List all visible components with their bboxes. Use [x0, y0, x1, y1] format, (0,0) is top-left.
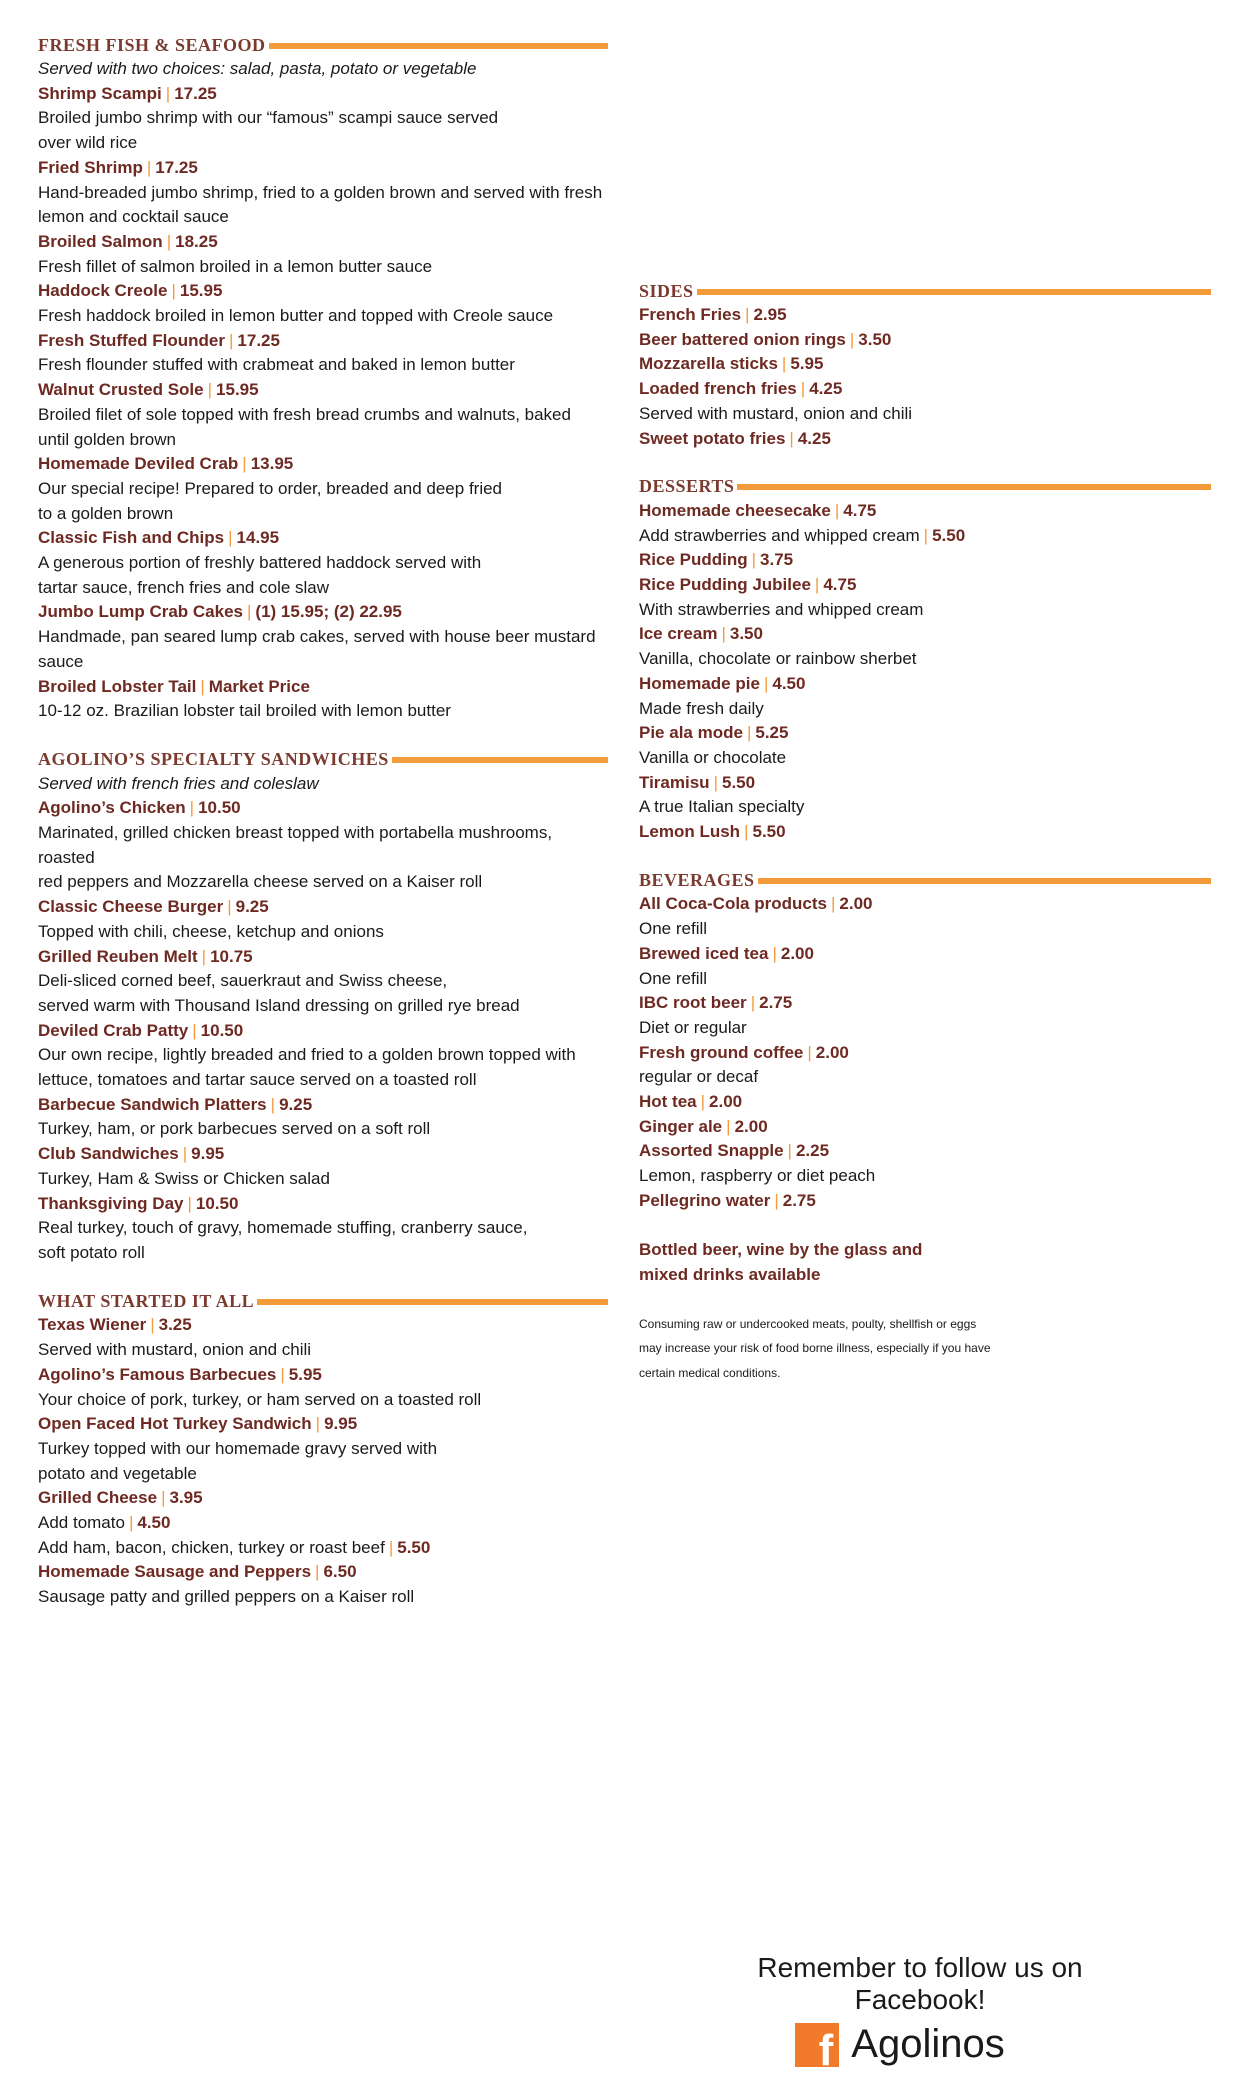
- price-separator: |: [146, 157, 152, 177]
- item-name: Rice Pudding Jubilee: [639, 575, 811, 595]
- item-description: With strawberries and whipped cream: [639, 599, 924, 619]
- menu-section: [38, 724, 608, 1266]
- section-title: BEVERAGES: [639, 869, 755, 890]
- menu-item: [639, 1115, 1211, 1140]
- menu-section: [639, 280, 1211, 451]
- item-description: Sausage patty and grilled peppers on a Kaiser roll: [38, 1587, 415, 1607]
- price-separator: |: [192, 1020, 197, 1040]
- item-name: Grilled Reuben Melt: [38, 946, 198, 966]
- price-separator: |: [721, 624, 726, 644]
- item-price: (1) 15.95; (2) 22.95: [255, 602, 402, 622]
- item-name: Homemade Deviled Crab: [38, 454, 239, 474]
- item-price: 14.95: [236, 528, 280, 548]
- price-separator: |: [800, 379, 806, 399]
- item-description: soft potato roll: [38, 1243, 145, 1262]
- item-name: IBC root beer: [639, 993, 747, 1013]
- price-separator: |: [700, 1092, 706, 1112]
- menu-item: [38, 230, 608, 255]
- item-price: Market Price: [208, 676, 310, 696]
- item-description: lemon and cocktail sauce: [38, 207, 229, 227]
- item-name: Brewed iced tea: [639, 943, 769, 963]
- item-price: 4.50: [772, 673, 806, 693]
- item-description: Fresh haddock broiled in lemon butter and topped with Creole sauce: [38, 306, 554, 326]
- section-header: [38, 1290, 608, 1312]
- menu-item: [639, 303, 1211, 328]
- menu-item: [38, 526, 608, 551]
- price-separator: |: [161, 1488, 166, 1508]
- section-header: [639, 869, 1211, 891]
- menu-right-column: [639, 280, 1211, 1385]
- footer-text: Remember to follow us on Facebook!: [757, 1952, 1083, 2015]
- price-separator: |: [789, 428, 794, 448]
- spacer: [38, 724, 608, 749]
- section-rule: [758, 878, 1211, 884]
- item-name: Assorted Snapple: [639, 1141, 784, 1161]
- item-description: potato and vegetable: [38, 1463, 197, 1483]
- price-separator: |: [150, 1315, 155, 1335]
- facebook-page-name: Agolinos: [851, 2022, 1005, 2066]
- price-separator: |: [189, 798, 195, 818]
- item-description: Diet or regular: [639, 1017, 747, 1037]
- item-price: 4.25: [797, 428, 831, 448]
- item-price: 9.95: [191, 1144, 225, 1164]
- item-price: 2.00: [839, 894, 873, 914]
- item-name: Sweet potato fries: [639, 428, 786, 448]
- price-separator: |: [751, 550, 757, 570]
- item-description: Our own recipe, lightly breaded and fried to a golden brown topped with: [38, 1045, 576, 1065]
- menu-item: [639, 328, 1211, 353]
- item-name: Walnut Crusted Sole: [38, 380, 204, 400]
- menu-item: [639, 622, 1211, 647]
- bar-note-line: mixed drinks available: [639, 1264, 821, 1284]
- item-name: Ginger ale: [639, 1116, 723, 1136]
- spacer: [639, 451, 1211, 476]
- price-separator: |: [201, 946, 207, 966]
- menu-item: [639, 427, 1211, 452]
- section-rule: [257, 1299, 608, 1305]
- menu-item: [38, 378, 608, 403]
- price-separator: |: [388, 1537, 394, 1557]
- section-header: [38, 749, 608, 771]
- menu-item: [38, 1363, 608, 1388]
- price-separator: |: [128, 1513, 134, 1533]
- menu-item: [639, 892, 1211, 917]
- item-price: 2.00: [734, 1116, 768, 1136]
- item-price: 10.50: [198, 798, 241, 818]
- menu-item: [38, 1019, 608, 1044]
- item-name: Homemade cheesecake: [639, 500, 831, 520]
- menu-item: [38, 1412, 608, 1437]
- item-name: Ice cream: [639, 624, 718, 644]
- item-name: Thanksgiving Day: [38, 1193, 184, 1213]
- item-name: Homemade pie: [639, 673, 760, 693]
- item-description: tartar sauce, french fries and cole slaw: [38, 577, 330, 597]
- price-separator: |: [315, 1562, 320, 1582]
- item-price: 3.50: [858, 329, 892, 349]
- price-separator: |: [166, 231, 172, 251]
- item-description: Fresh flounder stuffed with crabmeat and baked in lemon butter: [38, 355, 515, 375]
- item-description: Your choice of pork, turkey, or ham served on a toasted roll: [38, 1389, 482, 1409]
- price-separator: |: [744, 822, 749, 842]
- item-description: Hand-breaded jumbo shrimp, fried to a golden brown and served with fresh: [38, 182, 603, 202]
- price-separator: |: [182, 1144, 188, 1164]
- menu-item: [38, 279, 608, 304]
- menu-section: [639, 845, 1211, 1214]
- item-price: 17.25: [155, 157, 198, 177]
- menu-item: [639, 721, 1211, 746]
- price-separator: |: [227, 897, 232, 917]
- menu-item: [38, 1511, 608, 1536]
- item-description: Turkey, Ham & Swiss or Chicken salad: [38, 1168, 330, 1188]
- disclaimer-line: Consuming raw or undercooked meats, poulty, shellfish or eggs: [639, 1316, 977, 1331]
- price-separator: |: [200, 676, 205, 696]
- price-separator: |: [270, 1094, 276, 1114]
- spacer: [639, 845, 1211, 870]
- item-name: Mozzarella sticks: [639, 354, 778, 374]
- item-description: A true Italian specialty: [639, 797, 805, 817]
- menu-item: [639, 1139, 1211, 1164]
- menu-item: [38, 1560, 608, 1585]
- item-name: Broiled Lobster Tail: [38, 676, 197, 696]
- item-name: Tiramisu: [639, 772, 710, 792]
- facebook-link[interactable]: [660, 2022, 1140, 2075]
- menu-item: [639, 1090, 1211, 1115]
- bar-note: [639, 1238, 1211, 1287]
- spacer: [38, 1266, 608, 1291]
- item-price: 2.75: [782, 1190, 816, 1210]
- disclaimer-line: certain medical conditions.: [639, 1365, 781, 1380]
- item-description: over wild rice: [38, 133, 138, 153]
- item-description: Deli-sliced corned beef, sauerkraut and Swiss cheese,: [38, 971, 448, 991]
- facebook-footer: [700, 1952, 1140, 2075]
- item-price: 10.75: [210, 946, 253, 966]
- item-price: 2.00: [780, 943, 814, 963]
- item-description: regular or decaf: [639, 1067, 759, 1087]
- item-description: lettuce, tomatoes and tartar sauce served on a toasted roll: [38, 1070, 477, 1090]
- item-description: Vanilla, chocolate or rainbow sherbet: [639, 649, 917, 669]
- item-name: Grilled Cheese: [38, 1488, 158, 1508]
- item-price: 4.50: [137, 1513, 171, 1533]
- item-price: 2.00: [709, 1092, 743, 1112]
- item-name: Fried Shrimp: [38, 157, 143, 177]
- section-title: WHAT STARTED IT ALL: [38, 1290, 255, 1311]
- item-name: Homemade Sausage and Peppers: [38, 1562, 312, 1582]
- price-separator: |: [834, 500, 840, 520]
- item-name: Jumbo Lump Crab Cakes: [38, 602, 243, 622]
- item-name: French Fries: [639, 305, 742, 324]
- item-price: 10.50: [200, 1020, 244, 1040]
- menu-item: [38, 675, 608, 700]
- item-description: Topped with chili, cheese, ketchup and onions: [38, 921, 384, 941]
- price-separator: |: [745, 305, 750, 324]
- item-price: 3.50: [729, 624, 763, 644]
- price-separator: |: [207, 380, 213, 400]
- price-separator: |: [713, 772, 718, 792]
- item-description: Broiled filet of sole topped with fresh bread crumbs and walnuts, baked: [38, 404, 571, 424]
- price-separator: |: [247, 602, 252, 622]
- menu-item: [639, 991, 1211, 1016]
- menu-item: [38, 1486, 608, 1511]
- menu-item: [639, 352, 1211, 377]
- menu-item: [38, 945, 608, 970]
- price-separator: |: [807, 1042, 812, 1062]
- price-separator: |: [781, 354, 787, 374]
- item-description: served warm with Thousand Island dressing on grilled rye bread: [38, 995, 520, 1015]
- section-header: [639, 476, 1211, 498]
- item-price: 2.00: [815, 1042, 849, 1062]
- menu-item: [639, 942, 1211, 967]
- section-rule: [269, 43, 608, 49]
- item-addon: Add tomato: [38, 1513, 125, 1533]
- item-description: Turkey, ham, or pork barbecues served on a soft roll: [38, 1119, 431, 1139]
- item-price: 15.95: [179, 281, 223, 301]
- item-price: 2.95: [753, 305, 787, 324]
- item-price: 5.95: [790, 354, 824, 374]
- item-description: Real turkey, touch of gravy, homemade stuffing, cranberry sauce,: [38, 1218, 528, 1238]
- price-separator: |: [229, 330, 234, 350]
- item-name: Club Sandwiches: [38, 1144, 179, 1164]
- item-name: Lemon Lush: [639, 822, 741, 842]
- menu-item: [639, 548, 1211, 573]
- item-price: 9.95: [324, 1414, 358, 1434]
- menu-item: [639, 1041, 1211, 1066]
- item-name: Texas Wiener: [38, 1315, 147, 1335]
- item-description: 10-12 oz. Brazilian lobster tail broiled with lemon butter: [38, 701, 451, 721]
- item-price: 9.25: [235, 897, 269, 917]
- item-name: Barbecue Sandwich Platters: [38, 1094, 267, 1114]
- item-description: A generous portion of freshly battered haddock served with: [38, 553, 482, 573]
- price-separator: |: [187, 1193, 192, 1213]
- item-price: 6.50: [323, 1562, 357, 1582]
- item-price: 3.25: [158, 1315, 192, 1335]
- facebook-icon: f: [795, 2023, 839, 2067]
- price-separator: |: [228, 528, 233, 548]
- menu-item: [38, 1192, 608, 1217]
- item-description: red peppers and Mozzarella cheese served on a Kaiser roll: [38, 872, 483, 892]
- price-separator: |: [763, 673, 769, 693]
- section-rule: [392, 757, 608, 763]
- disclaimer-line: may increase your risk of food borne illness, especially if you have: [639, 1341, 991, 1356]
- item-name: Classic Cheese Burger: [38, 897, 224, 917]
- item-name: Classic Fish and Chips: [38, 528, 225, 548]
- section-rule: [697, 289, 1211, 295]
- bar-note-line: Bottled beer, wine by the glass and: [639, 1240, 923, 1260]
- item-description: Handmade, pan seared lump crab cakes, served with house beer mustard: [38, 627, 596, 647]
- item-price: 5.50: [932, 525, 966, 545]
- menu-item: [38, 796, 608, 821]
- menu-item: [38, 600, 608, 625]
- spacer: [639, 1214, 1211, 1239]
- section-subtitle: Served with french fries and coleslaw: [38, 773, 319, 793]
- price-separator: |: [171, 281, 176, 301]
- item-description: Turkey topped with our homemade gravy served with: [38, 1438, 438, 1458]
- item-name: All Coca-Cola products: [639, 894, 827, 914]
- item-name: Broiled Salmon: [38, 231, 163, 251]
- item-name: Pie ala mode: [639, 723, 743, 743]
- menu-item: [38, 1093, 608, 1118]
- menu-item: [38, 452, 608, 477]
- section-title: DESSERTS: [639, 476, 735, 497]
- item-name: Fresh ground coffee: [639, 1042, 804, 1062]
- menu-item: [639, 499, 1211, 524]
- item-price: 9.25: [279, 1094, 313, 1114]
- price-separator: |: [165, 83, 171, 103]
- price-separator: |: [726, 1116, 731, 1136]
- item-price: 15.95: [216, 380, 259, 400]
- item-price: 18.25: [175, 231, 218, 251]
- item-description: Marinated, grilled chicken breast topped with portabella mushrooms, roasted: [38, 823, 553, 867]
- menu-item: [639, 771, 1211, 796]
- item-price: 5.50: [721, 772, 756, 792]
- item-description: Vanilla or chocolate: [639, 747, 787, 767]
- item-description: until golden brown: [38, 429, 176, 449]
- menu-item: [639, 820, 1211, 845]
- section-rule: [737, 484, 1211, 490]
- price-separator: |: [772, 943, 777, 963]
- right-sections: [639, 280, 1211, 1214]
- menu-item: [38, 1142, 608, 1167]
- item-price: 5.50: [752, 822, 786, 842]
- item-price: 17.25: [237, 330, 280, 350]
- item-name: Hot tea: [639, 1092, 697, 1112]
- item-price: 2.25: [795, 1141, 830, 1161]
- item-price: 5.25: [755, 723, 789, 743]
- item-name: Pellegrino water: [639, 1190, 771, 1210]
- menu-item: [639, 377, 1211, 402]
- item-description: Made fresh daily: [639, 698, 764, 718]
- menu-item: [639, 524, 1211, 549]
- menu-item: [639, 672, 1211, 697]
- item-name: Deviled Crab Patty: [38, 1020, 189, 1040]
- item-description: Broiled jumbo shrimp with our “famous” scampi sauce served: [38, 108, 499, 128]
- item-price: 3.75: [760, 550, 794, 570]
- item-name: Agolino’s Chicken: [38, 798, 186, 818]
- item-description: One refill: [639, 919, 708, 939]
- section-header: [639, 280, 1211, 302]
- menu-item: [639, 1189, 1211, 1214]
- price-separator: |: [280, 1364, 285, 1384]
- item-description: Fresh fillet of salmon broiled in a lemon butter sauce: [38, 256, 433, 276]
- price-separator: |: [849, 329, 855, 349]
- item-price: 2.75: [759, 993, 793, 1013]
- item-price: 4.75: [823, 575, 857, 595]
- item-description: to a golden brown: [38, 503, 174, 523]
- item-description: Served with mustard, onion and chili: [38, 1340, 312, 1360]
- item-description: Served with mustard, onion and chili: [639, 403, 913, 423]
- item-name: Shrimp Scampi: [38, 83, 162, 103]
- menu-section: [639, 451, 1211, 845]
- menu-item: [38, 156, 608, 181]
- item-name: Fresh Stuffed Flounder: [38, 330, 225, 350]
- menu-item: [38, 1313, 608, 1338]
- price-separator: |: [315, 1414, 321, 1434]
- item-description: One refill: [639, 968, 708, 988]
- price-separator: |: [774, 1190, 779, 1210]
- item-name: Rice Pudding: [639, 550, 748, 570]
- item-name: Agolino’s Famous Barbecues: [38, 1364, 277, 1384]
- item-price: 17.25: [174, 83, 217, 103]
- price-separator: |: [830, 894, 836, 914]
- price-separator: |: [746, 723, 752, 743]
- menu-item: [38, 82, 608, 107]
- item-price: 5.50: [397, 1537, 431, 1557]
- item-description: Lemon, raspberry or diet peach: [639, 1166, 876, 1186]
- price-separator: |: [814, 575, 820, 595]
- item-description: sauce: [38, 651, 84, 671]
- item-price: 4.75: [843, 500, 877, 520]
- menu-item: [38, 1536, 608, 1561]
- section-title: FRESH FISH & SEAFOOD: [38, 34, 266, 55]
- item-name: Loaded french fries: [639, 379, 797, 399]
- health-disclaimer: [639, 1312, 1211, 1386]
- price-separator: |: [242, 454, 247, 474]
- section-title: SIDES: [639, 280, 694, 301]
- section-title: AGOLINO’S SPECIALTY SANDWICHES: [38, 749, 389, 770]
- item-price: 5.95: [288, 1364, 322, 1384]
- price-separator: |: [923, 525, 929, 545]
- item-name: Open Faced Hot Turkey Sandwich: [38, 1414, 312, 1434]
- item-addon: Add strawberries and whipped cream: [639, 525, 920, 545]
- item-addon: Add ham, bacon, chicken, turkey or roast beef: [38, 1537, 385, 1557]
- section-header: [38, 34, 608, 56]
- menu-item: [639, 573, 1211, 598]
- menu-section: [38, 1266, 608, 1610]
- item-price: 3.95: [169, 1488, 203, 1508]
- menu-item: [38, 329, 608, 354]
- section-subtitle: Served with two choices: salad, pasta, potato or vegetable: [38, 59, 477, 78]
- item-name: Haddock Creole: [38, 281, 168, 301]
- menu-section: [38, 34, 608, 724]
- menu-item: [38, 895, 608, 920]
- price-separator: |: [750, 993, 756, 1013]
- item-price: 10.50: [195, 1193, 239, 1213]
- item-price: 13.95: [250, 454, 294, 474]
- item-description: Our special recipe! Prepared to order, breaded and deep fried: [38, 478, 503, 498]
- price-separator: |: [787, 1141, 792, 1161]
- menu-left-column: [38, 34, 608, 1610]
- item-price: 4.25: [809, 379, 843, 399]
- item-name: Beer battered onion rings: [639, 329, 846, 349]
